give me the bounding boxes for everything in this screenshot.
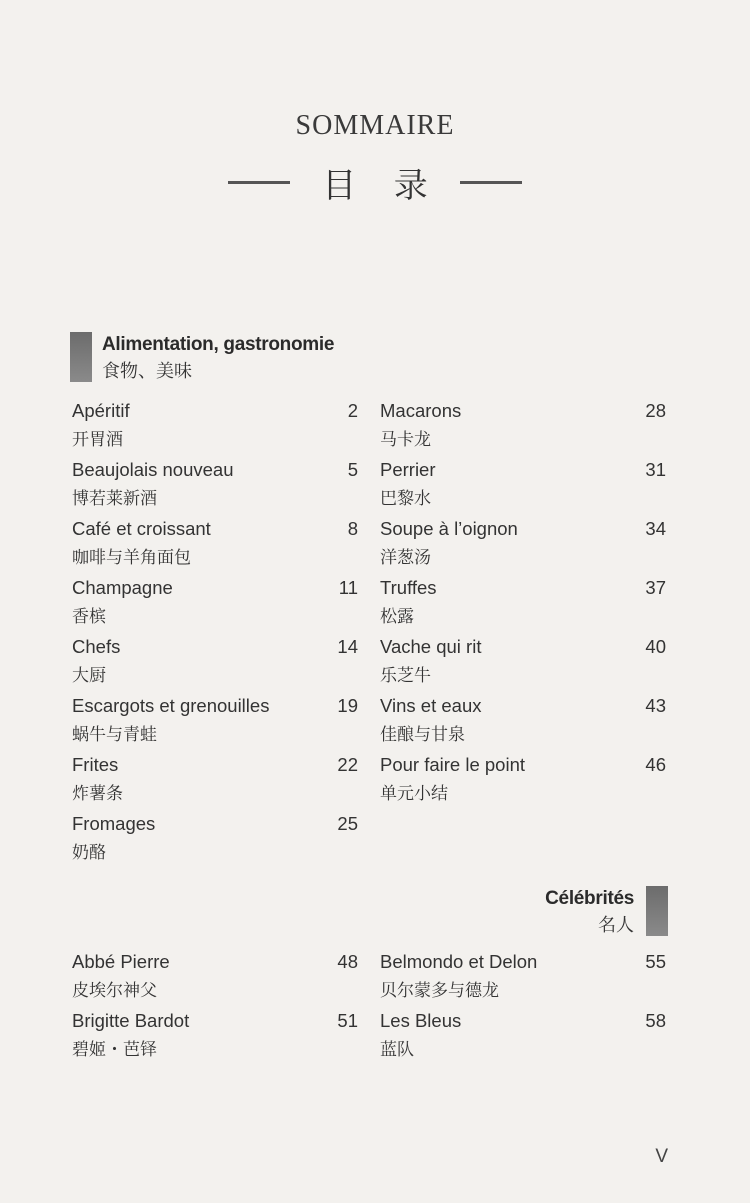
entry-title-zh: 碧姬・芭铎: [72, 1040, 157, 1059]
section-header-alimentation: [70, 332, 334, 384]
entry-title-zh: 蜗牛与青蛙: [72, 725, 157, 744]
page-number: V: [655, 1146, 668, 1167]
entry-title: Fromages: [72, 813, 156, 834]
toc-entry[interactable]: [72, 1006, 358, 1065]
toc-entry-line: [72, 455, 358, 484]
entry-title: Vache qui rit: [380, 636, 482, 657]
entry-title: Beaujolais nouveau: [72, 459, 234, 480]
entry-title: Escargots et grenouilles: [72, 695, 270, 716]
entry-page-number: 58: [645, 1010, 666, 1031]
section-marker: [646, 886, 668, 936]
toc-entry[interactable]: [72, 691, 358, 750]
entry-title: Vins et eaux: [380, 695, 482, 716]
entry-title-zh: 开胃酒: [72, 430, 123, 449]
section-title-zh: 名人: [598, 915, 634, 935]
toc-entry[interactable]: [380, 396, 666, 455]
title-rule-left: [228, 181, 290, 184]
page-subtitle: [0, 158, 750, 207]
entry-title-zh: 蓝队: [380, 1040, 414, 1059]
entry-title-zh: 炸薯条: [72, 784, 123, 803]
entry-title: Belmondo et Delon: [380, 951, 538, 972]
entry-title-zh: 大厨: [72, 666, 106, 685]
toc-entry[interactable]: [72, 947, 358, 1006]
entry-title: Pour faire le point: [380, 754, 526, 775]
toc-entry-line: [72, 809, 358, 838]
entry-page-number: 19: [337, 695, 358, 716]
toc-column-left: [72, 396, 358, 868]
toc-entry-line: [72, 1006, 358, 1035]
toc-entry[interactable]: [380, 691, 666, 750]
entry-title-zh: 巴黎水: [380, 489, 431, 508]
toc-entry-line: [72, 750, 358, 779]
toc-entry-line: [380, 455, 666, 484]
toc-entry[interactable]: [380, 632, 666, 691]
page-title: SOMMAIRE: [295, 110, 455, 141]
toc-entry[interactable]: [72, 514, 358, 573]
entry-title-zh: 佳酿与甘泉: [380, 725, 465, 744]
section-title: Célébrités: [545, 888, 634, 909]
toc-entry-line: [380, 947, 666, 976]
toc-entry[interactable]: [72, 750, 358, 809]
entry-title: Brigitte Bardot: [72, 1010, 190, 1031]
entry-page-number: 8: [347, 518, 358, 539]
entry-title: Les Bleus: [380, 1010, 462, 1031]
entry-page-number: 46: [645, 754, 666, 775]
entry-title-zh: 咖啡与羊角面包: [72, 548, 191, 567]
toc-entry[interactable]: [380, 1006, 666, 1065]
entry-page-number: 43: [645, 695, 666, 716]
entry-title: Abbé Pierre: [72, 951, 170, 972]
entry-title-zh: 博若莱新酒: [72, 489, 157, 508]
toc-entry[interactable]: [380, 750, 666, 809]
toc-entry-line: [380, 396, 666, 425]
toc-entry[interactable]: [380, 573, 666, 632]
entry-title: Macarons: [380, 400, 462, 421]
entry-title: Truffes: [380, 577, 437, 598]
section-header-celebrites: [545, 886, 668, 938]
entry-title-zh: 松露: [380, 607, 414, 626]
toc-entry-line: [380, 514, 666, 543]
entry-page-number: 48: [337, 951, 358, 972]
entry-page-number: 28: [645, 400, 666, 421]
toc-entry[interactable]: [380, 514, 666, 573]
toc-entry[interactable]: [380, 947, 666, 1006]
entry-title-zh: 乐芝牛: [380, 666, 431, 685]
entry-title-zh: 单元小结: [380, 784, 448, 803]
toc-entry[interactable]: [72, 396, 358, 455]
subtitle-zh: 目 录: [322, 167, 442, 205]
toc-entry-line: [72, 514, 358, 543]
toc-entry[interactable]: [72, 632, 358, 691]
entry-page-number: 14: [337, 636, 358, 657]
toc-entry[interactable]: [72, 573, 358, 632]
section-marker: [70, 332, 92, 382]
entry-page-number: 5: [347, 459, 358, 480]
entry-page-number: 2: [347, 400, 358, 421]
toc-entry-line: [380, 573, 666, 602]
entry-page-number: 51: [337, 1010, 358, 1031]
entry-page-number: 11: [338, 577, 358, 598]
toc-entry-line: [380, 1006, 666, 1035]
entry-page-number: 25: [337, 813, 358, 834]
entry-page-number: 55: [645, 951, 666, 972]
toc-entry[interactable]: [72, 455, 358, 514]
section-title: Alimentation, gastronomie: [102, 334, 335, 355]
entry-page-number: 37: [645, 577, 666, 598]
toc-entry-line: [72, 573, 358, 602]
entry-title-zh: 马卡龙: [380, 430, 431, 449]
entry-title-zh: 皮埃尔神父: [72, 981, 157, 1000]
toc-entry-line: [380, 632, 666, 661]
toc-entry[interactable]: [72, 809, 358, 868]
entry-title-zh: 洋葱汤: [380, 548, 431, 567]
entry-page-number: 31: [645, 459, 666, 480]
entry-title: Apéritif: [72, 400, 130, 421]
entry-title-zh: 香槟: [72, 607, 106, 626]
toc-column-left: [72, 947, 358, 1065]
toc-entry-line: [72, 691, 358, 720]
entry-title-zh: 奶酪: [72, 843, 106, 862]
entry-title: Frites: [72, 754, 119, 775]
entry-title: Café et croissant: [72, 518, 211, 539]
toc-entry-line: [380, 691, 666, 720]
toc-column-right: [380, 947, 666, 1065]
entry-title: Perrier: [380, 459, 436, 480]
entry-title: Chefs: [72, 636, 121, 657]
toc-entry-line: [72, 632, 358, 661]
title-rule-right: [460, 181, 522, 184]
toc-entry-line: [72, 396, 358, 425]
entry-page-number: 22: [337, 754, 358, 775]
toc-entry-line: [380, 750, 666, 779]
toc-column-right: [380, 396, 666, 809]
toc-entry-line: [72, 947, 358, 976]
toc-entry[interactable]: [380, 455, 666, 514]
entry-title: Champagne: [72, 577, 173, 598]
entry-page-number: 34: [645, 518, 666, 539]
entry-title: Soupe à l’oignon: [380, 518, 518, 539]
entry-title-zh: 贝尔蒙多与德龙: [380, 981, 499, 1000]
section-title-zh: 食物、美味: [102, 361, 192, 381]
entry-page-number: 40: [645, 636, 666, 657]
